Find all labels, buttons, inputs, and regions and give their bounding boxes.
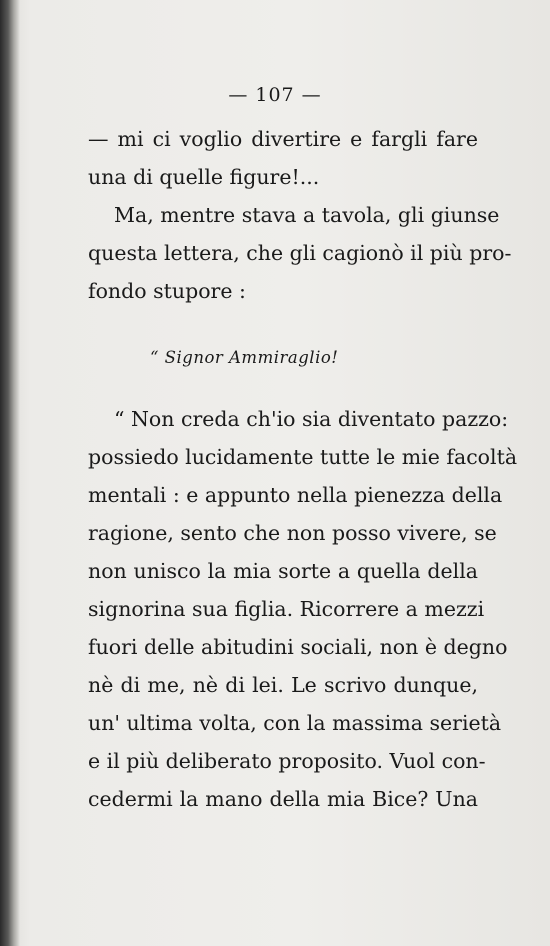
text-line: e il più deliberato proposito. Vuol con- — [88, 749, 486, 773]
letter-body — [88, 400, 518, 818]
text-line: un' ultima volta, con la massima serietà — [88, 711, 502, 735]
letter-salutation: “ Signor Ammiraglio! — [150, 348, 339, 367]
text-line: fondo stupore : — [88, 279, 246, 303]
text-line: cedermi la mano della mia Bice? Una — [88, 787, 478, 811]
text-line: mentali : e appunto nella pienezza della — [88, 483, 503, 507]
text-line: nè di me, nè di lei. Le scrivo dunque, — [88, 673, 478, 697]
text-line: una di quelle figure!... — [88, 165, 320, 189]
text-line: questa lettera, che gli cagionò il più pro- — [88, 241, 512, 265]
text-line: ragione, sento che non posso vivere, se — [88, 521, 497, 545]
paragraph-block — [88, 120, 512, 310]
book-spine-edge — [0, 0, 20, 946]
text-line: non unisco la mia sorte a quella della — [88, 559, 478, 583]
text-line: Ma, mentre stava a tavola, gli giunse — [114, 203, 500, 227]
text-line: — mi ci voglio divertire e fargli fare — [88, 127, 478, 151]
text-line: “ Non creda ch'io sia diventato pazzo: — [114, 407, 509, 431]
text-line: possiedo lucidamente tutte le mie facoltà — [88, 445, 518, 469]
text-line: signorina sua figlia. Ricorrere a mezzi — [88, 597, 485, 621]
text-line: fuori delle abitudini sociali, non è degno — [88, 635, 508, 659]
page-number: — 107 — — [228, 84, 322, 106]
